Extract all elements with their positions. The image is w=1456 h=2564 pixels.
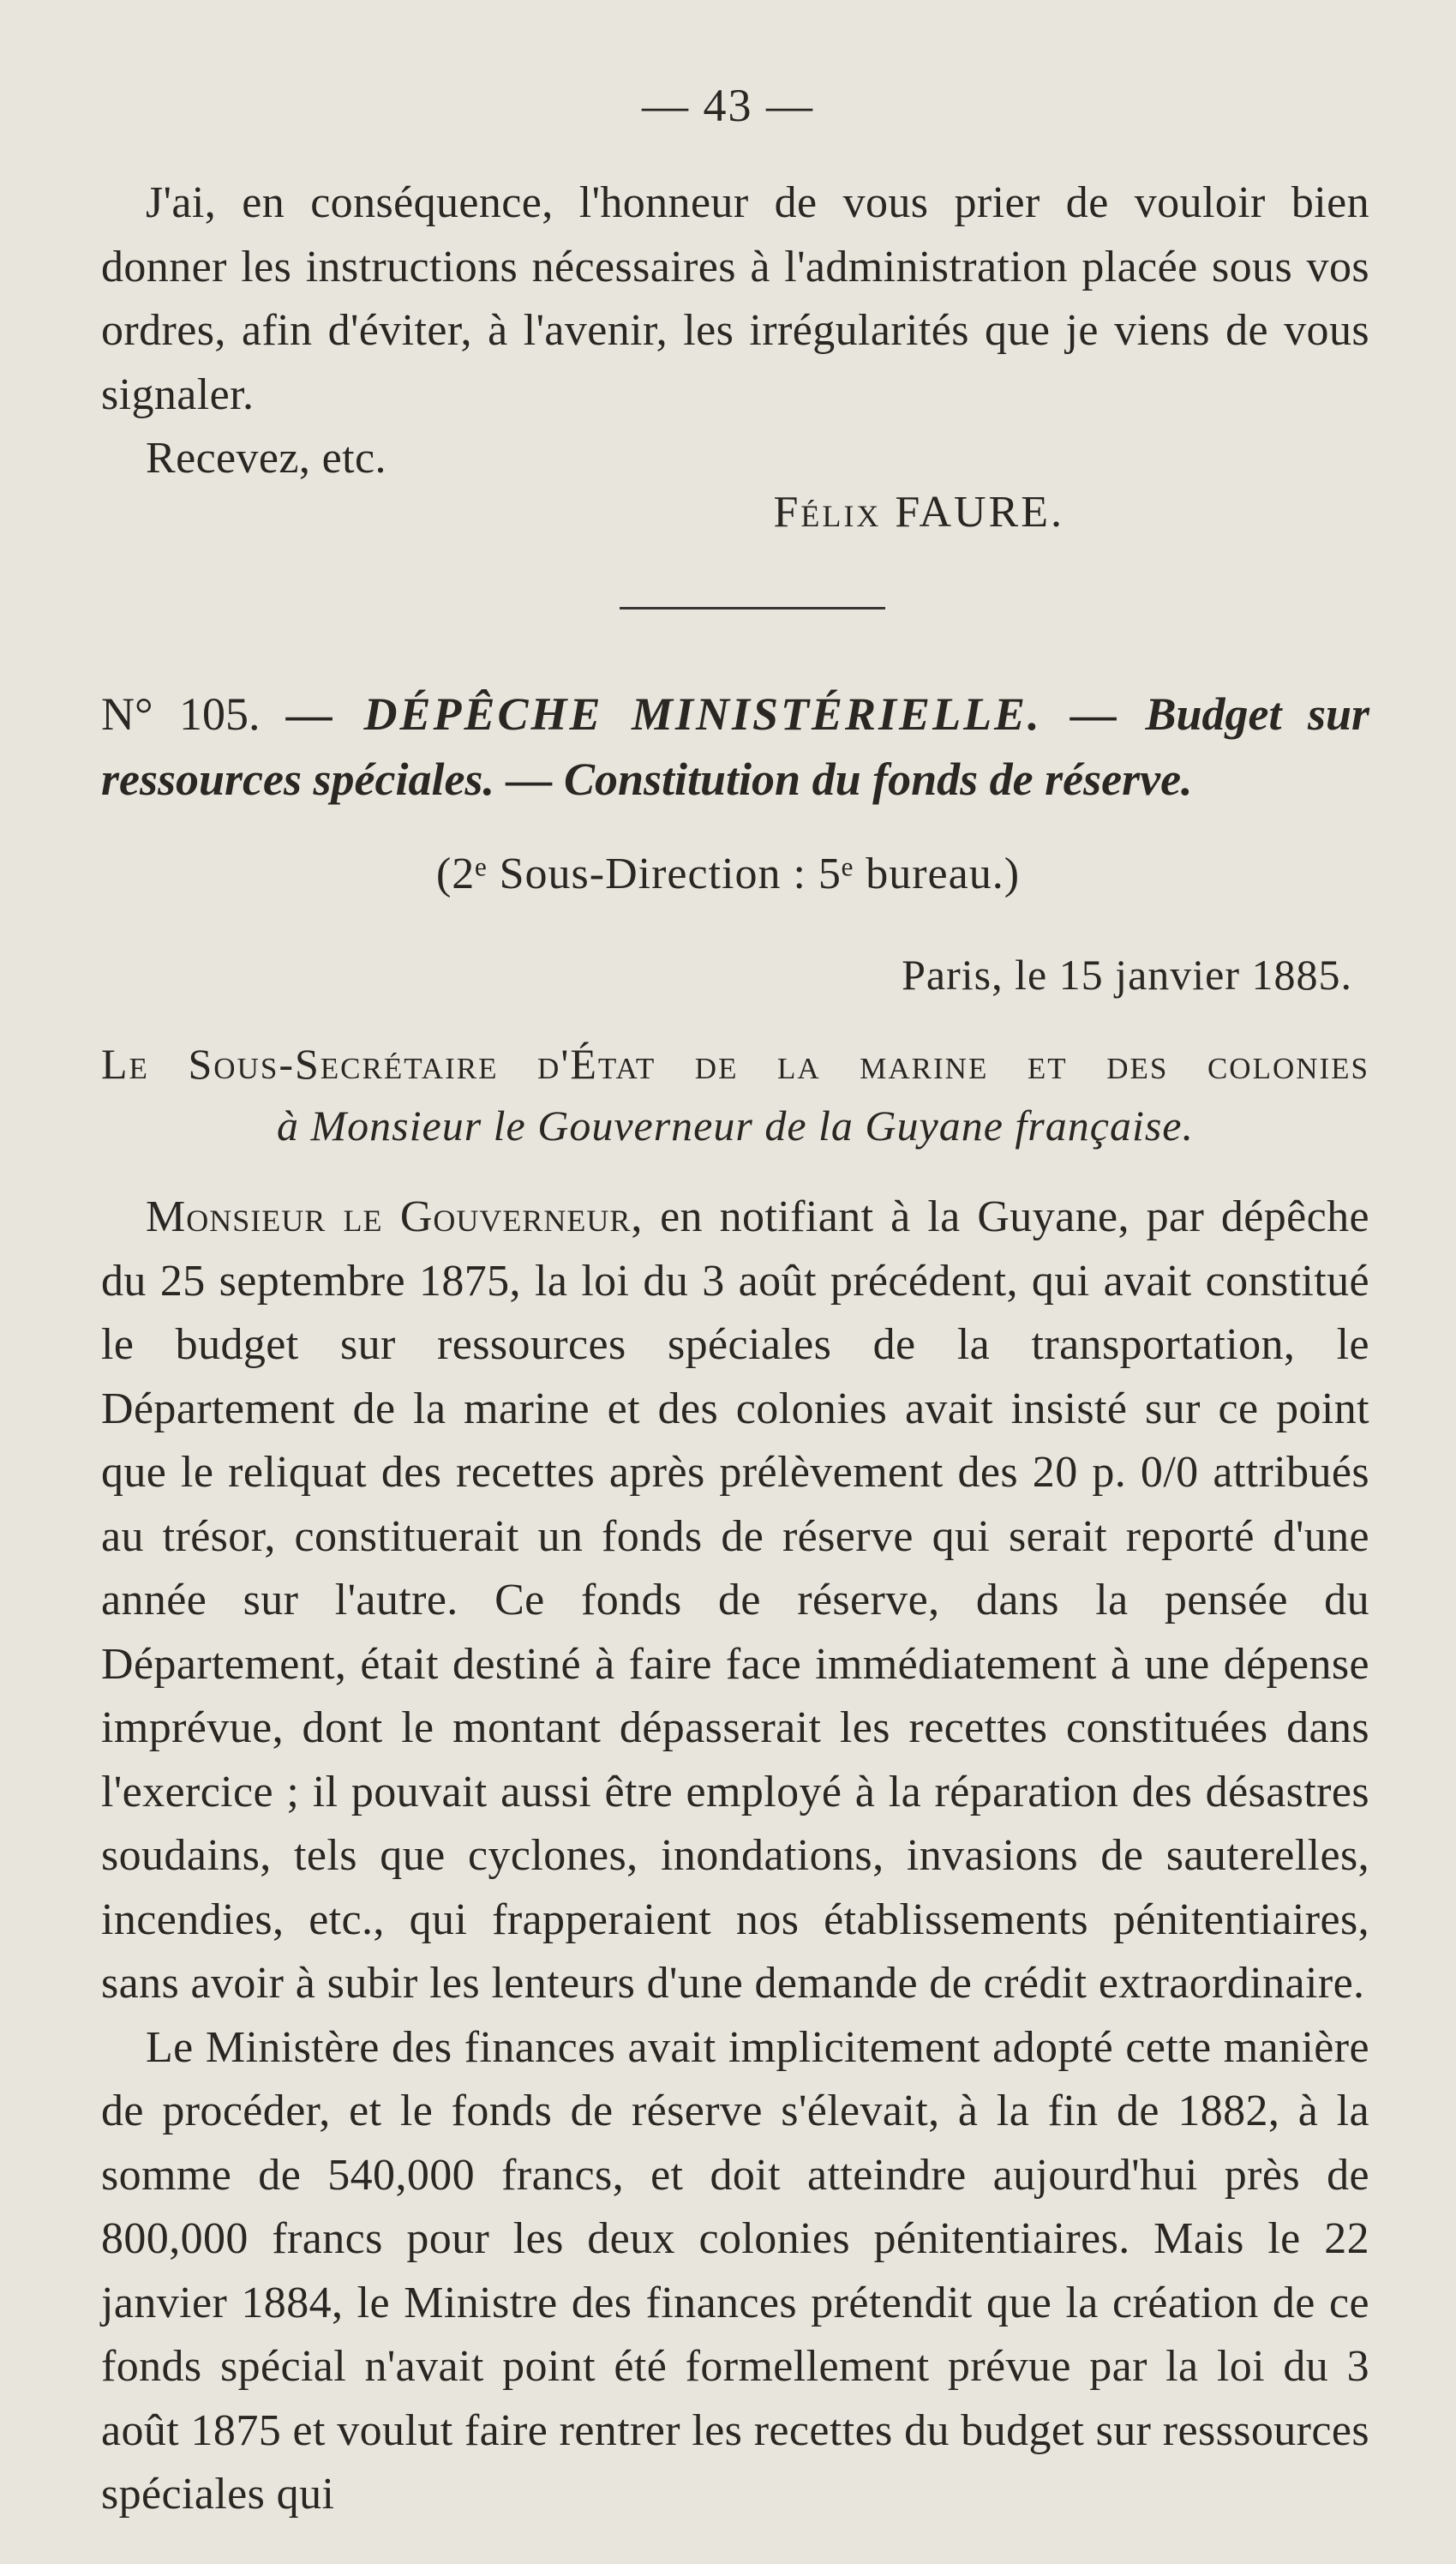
signature-name: Félix FAURE. (773, 488, 1064, 537)
signature (0, 487, 1064, 537)
sender-line: Le Sous-Secrétaire d'État de la marine et des colonies (101, 1040, 1369, 1088)
address-block (101, 1033, 1369, 1156)
dispatch-heading (101, 682, 1369, 812)
recipient-line: à Monsieur le Gouverneur de la Guyane française. (277, 1102, 1194, 1150)
dispatch-direction: (2ᵉ Sous-Direction : 5ᵉ bureau.) (435, 850, 1021, 898)
salutation: Recevez, etc. (146, 434, 386, 483)
letter-closing (101, 171, 1369, 491)
closing-paragraph: J'ai, en conséquence, l'honneur de vous prier de vouloir bien donner les instructions nécessaires à l'administration placée sous vos ordres, afin d'éviter, à l'avenir, les irrégularités que je viens de vous signaler. (101, 178, 1369, 419)
salutation-lead: Monsieur le Gouverneur, (146, 1192, 644, 1241)
body-paragraph-1-text: en notifiant à la Guyane, par dépêche du 25 septembre 1875, la loi du 3 août précédent, qui avait constitué le budget sur ressources spéciales de la transportation, le Département de la marine et des colonies avait insisté sur ce point que le reliquat des recettes après prélèvement des 20 p. 0/0 attribués au trésor, constituerait un fonds de réserve qui serait reporté d'une année sur l'autre. Ce fonds de réserve, dans la pensée du Département, était destiné à faire face immédiatement à une dépense imprévue, dont le montant dépasserait les recettes constituées dans l'exercice ; il pouvait aussi être employé à la réparation des désastres soudains, tels que cyclones, inondations, invasions de sauterelles, incendies, etc., qui frapperaient nos établissements pénitentiaires, sans avoir à subir les lenteurs d'une demande de crédit extraordinaire. (101, 1192, 1369, 2008)
dispatch-dateline: Paris, le 15 janvier 1885. (902, 951, 1352, 999)
body-paragraph-1 (101, 1186, 1369, 2016)
dispatch-number: N° 105. (101, 688, 261, 740)
body-paragraph-2: Le Ministère des finances avait implicitement adopté cette manière de procéder, et le fonds de réserve s'élevait, à la fin de 1882, à la somme de 540,000 francs, et doit atteindre aujourd'hui près de 800,000 francs pour les deux colonies pénitentiaires. Mais le 22 janvier 1884, le Ministre des finances prétendit que la création de ce fonds spécial n'avait point été formellement prévue par la loi du 3 août 1875 et voulut faire rentrer les recettes du budget sur resssources spéciales qui (101, 2022, 1369, 2519)
dispatch-body (101, 1186, 1369, 2527)
dispatch-subject: Budget sur ressources spéciales. — Constitution du fonds de réserve. (101, 688, 1370, 805)
page-number: — 43 — (642, 80, 814, 131)
dispatch-title: — DÉPÊCHE MINISTÉRIELLE. — (286, 688, 1120, 740)
section-divider (620, 607, 885, 609)
